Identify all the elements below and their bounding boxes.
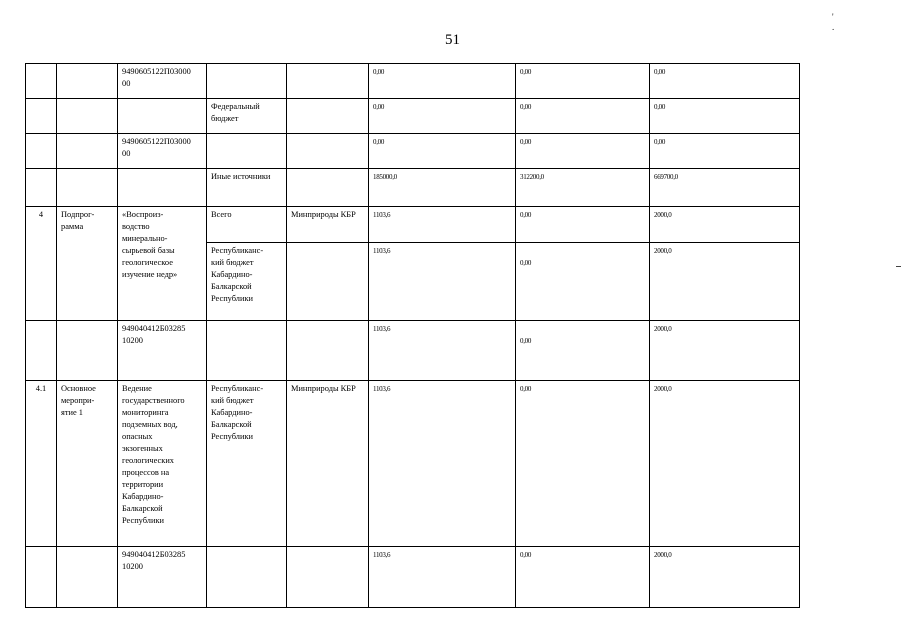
value-cell: 1103,6 [369,321,516,381]
table-row [26,321,800,381]
executor-cell: Минприроды КБР [287,381,369,547]
value-cell: 0,00 [516,243,650,321]
executor-cell: Минприроды КБР [287,207,369,243]
value-cell: 0,00 [650,99,800,134]
table-row [26,207,800,243]
source-cell: Республиканс- кий бюджет Кабардино- Балкарской Республики [207,243,287,321]
kbk-code: 9490605122П03000 00 [118,64,207,99]
value-cell: 0,00 [516,64,650,99]
source-cell: Иные источники [207,169,287,207]
program-type: Подпрог- рамма [57,207,118,321]
table-row [26,547,800,608]
value-cell: 1103,6 [369,547,516,608]
row-index: 4.1 [26,381,57,547]
program-name: «Воспроиз- водство минерально- сырьевой базы геологическое изучение недр» [118,207,207,321]
kbk-code: 949040412Б03285 10200 [118,321,207,381]
table-row [26,134,800,169]
program-name: Ведение государственного мониторинга подземных вод, опасных экзогенных геологических процессов на территории Кабардино- Балкарской Республики [118,381,207,547]
value-cell: 185000,0 [369,169,516,207]
page-number: 51 [445,32,460,48]
value-cell: 0,00 [650,64,800,99]
source-cell: Республиканс- кий бюджет Кабардино- Балкарской Республики [207,381,287,547]
value-cell: 0,00 [650,134,800,169]
value-cell: 2000,0 [650,207,800,243]
value-cell: 2000,0 [650,547,800,608]
table-row [26,99,800,134]
value-cell: 312200,0 [516,169,650,207]
table-row [26,381,800,547]
margin-dash [896,266,901,267]
value-cell: 2000,0 [650,243,800,321]
value-cell: 0,00 [516,321,650,381]
table-row [26,64,800,99]
source-cell: Федеральный бюджет [207,99,287,134]
value-cell: 0,00 [369,64,516,99]
value-cell: 2000,0 [650,381,800,547]
value-cell: 1103,6 [369,243,516,321]
value-cell: 0,00 [516,547,650,608]
value-cell: 0,00 [516,99,650,134]
source-cell: Всего [207,207,287,243]
kbk-code: 949040412Б03285 10200 [118,547,207,608]
value-cell: 0,00 [516,381,650,547]
budget-table [25,63,800,608]
value-cell: 0,00 [369,134,516,169]
kbk-code: 9490605122П03000 00 [118,134,207,169]
program-type: Основное меропри- ятие 1 [57,381,118,547]
row-index: 4 [26,207,57,321]
table-row [26,169,800,207]
value-cell: 0,00 [369,99,516,134]
value-cell: 1103,6 [369,381,516,547]
value-cell: 0,00 [516,207,650,243]
value-cell: 669700,0 [650,169,800,207]
value-cell: 0,00 [516,134,650,169]
value-cell: 2000,0 [650,321,800,381]
corner-marks: ' . [832,12,863,32]
value-cell: 1103,6 [369,207,516,243]
